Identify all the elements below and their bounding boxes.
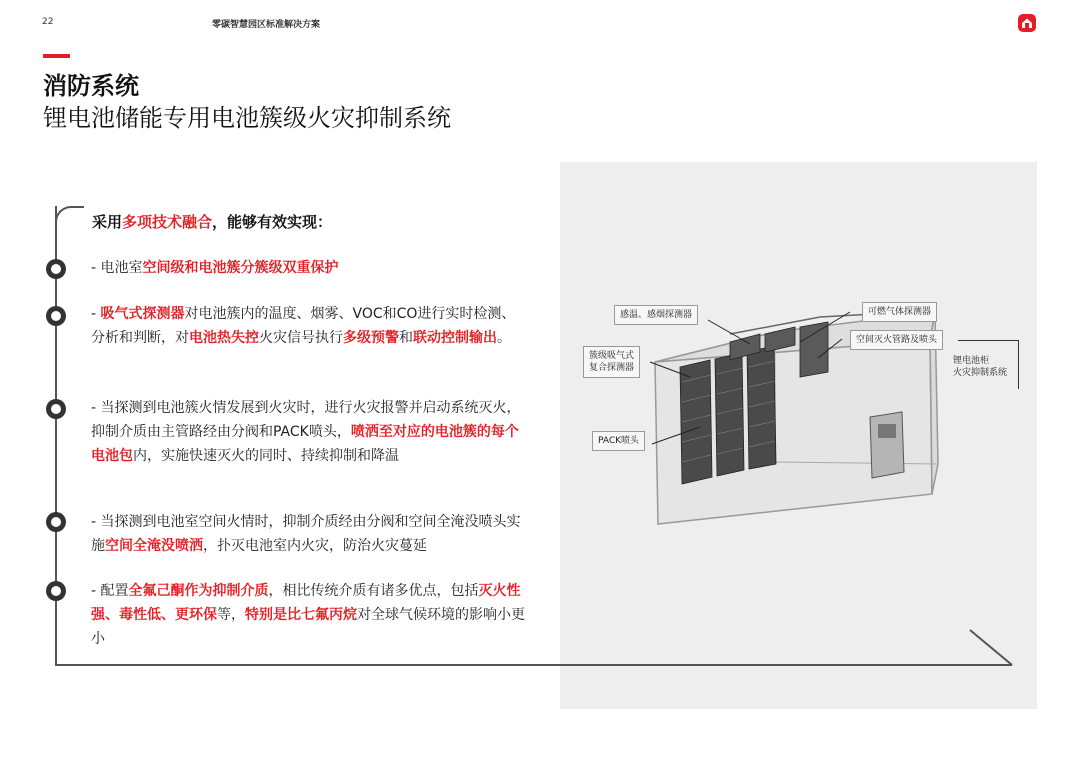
label-cabinet-system: 锂电池柜 火灾抑制系统 — [953, 356, 1008, 378]
body-text: 。 — [497, 330, 511, 346]
intro-text — [92, 211, 332, 232]
timeline-node-icon — [46, 306, 66, 326]
body-text: ，扑灭电池室内火灾，防治火灾蔓延 — [203, 538, 427, 554]
feature-item — [91, 579, 527, 651]
body-text: - 当探测到电池室空间火情时，抑制介质经由分阀和空间全淹没喷头实施 — [91, 514, 521, 554]
page-title: 消防系统 — [43, 72, 139, 100]
highlight-text: 电池热失控 — [189, 330, 259, 346]
timeline-node-icon — [46, 581, 66, 601]
body-text: - 配置 — [91, 583, 129, 599]
body-text: 对全球气候环境的影响小更小 — [91, 607, 525, 647]
highlight-text: 空间全淹没喷洒 — [105, 538, 203, 554]
label-pipeline-nozzle: 空间灭火管路及喷头 — [850, 330, 943, 350]
intro-prefix: 采用 — [92, 213, 123, 231]
body-text: 和 — [399, 330, 413, 346]
body-text: 对电池簇内的温度、烟雾、VOC和CO进行实时检测、分析和判断，对 — [91, 306, 516, 346]
intro-suffix: ，能够有效实现： — [212, 213, 333, 231]
document-title: 零碳智慧园区标准解决方案 — [212, 20, 321, 30]
timeline-top-line — [70, 206, 84, 208]
page-subtitle: 锂电池储能专用电池簇级火灾抑制系统 — [43, 104, 451, 132]
timeline-node-icon — [46, 259, 66, 279]
label-bracket — [958, 340, 1019, 389]
page-number: 22 — [42, 17, 54, 27]
label-aspirating-detector: 簇级吸气式 复合探测器 — [583, 346, 640, 378]
feature-item — [91, 510, 527, 558]
label-gas-detector: 可燃气体探测器 — [862, 302, 937, 322]
label-pack-nozzle: PACK喷头 — [592, 431, 645, 451]
accent-bar — [43, 54, 70, 58]
timeline-node-icon — [46, 399, 66, 419]
timeline-node-icon — [46, 512, 66, 532]
body-text: - 当探测到电池簇火情发展到火灾时，进行火灾报警并启动系统灭火，抑制介质由主管路经由分阀和PACK喷头， — [91, 400, 521, 440]
body-text: 火灾信号执行 — [259, 330, 343, 346]
body-text: 等， — [217, 607, 245, 623]
intro-highlight: 多项技术融合 — [122, 213, 213, 231]
highlight-text: 特别是比七氟丙烷 — [245, 607, 357, 623]
feature-item — [91, 396, 527, 468]
highlight-text: 喷洒至对应的电池簇的每个电池包 — [91, 424, 519, 464]
body-text: ，相比传统介质有诸多优点，包括 — [268, 583, 479, 599]
highlight-text: 吸气式探测器 — [100, 306, 185, 322]
brand-logo-icon — [1017, 13, 1037, 33]
label-smoke-temp-detector: 感温、感烟探测器 — [614, 305, 698, 325]
feature-item — [91, 302, 527, 350]
body-text: - — [91, 306, 101, 322]
highlight-text: 联动控制输出 — [413, 330, 497, 346]
body-text: - 电池室 — [91, 260, 143, 276]
highlight-text: 全氟己酮作为抑制介质 — [128, 583, 269, 599]
body-text: 内，实施快速灭火的同时、持续抑制和降温 — [133, 448, 399, 464]
highlight-text: 空间级和电池簇分簇级双重保护 — [142, 260, 339, 276]
timeline-corner — [55, 206, 71, 222]
highlight-text: 多级预警 — [343, 330, 399, 346]
feature-item — [91, 256, 527, 280]
highlight-text: 灭火性强、毒性低、更环保 — [91, 583, 521, 623]
